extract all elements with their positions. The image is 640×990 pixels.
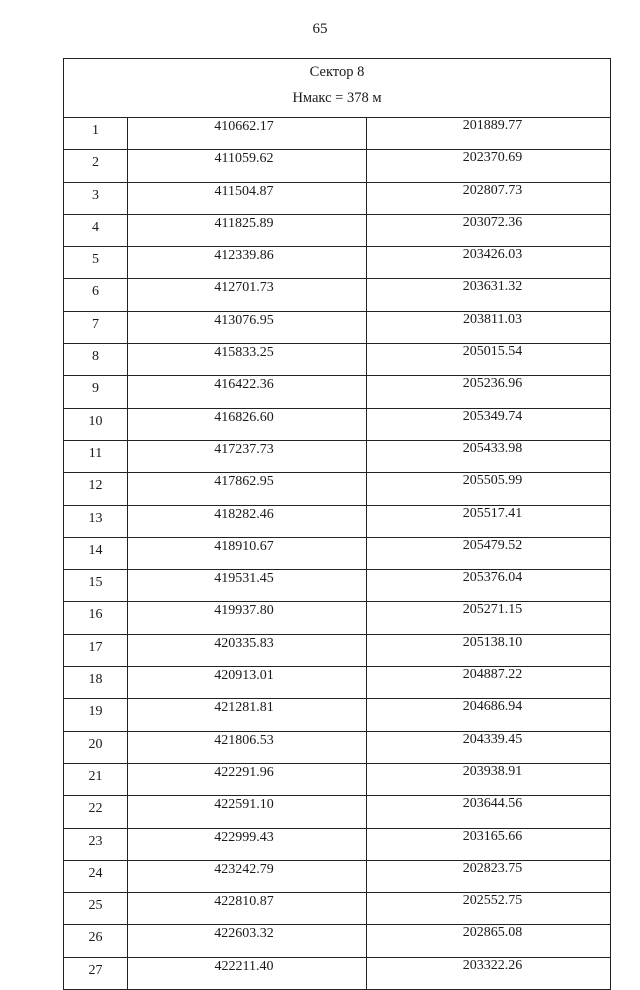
x-coordinate-cell: 419937.80 bbox=[128, 602, 367, 634]
x-coordinate-cell: 422291.96 bbox=[128, 763, 367, 795]
point-number-cell: 10 bbox=[64, 408, 128, 440]
max-height-label: Hмакс = 378 м bbox=[292, 90, 382, 106]
table-row bbox=[64, 344, 610, 376]
point-number-cell: 21 bbox=[64, 763, 128, 795]
y-coordinate-cell: 203938.91 bbox=[367, 763, 611, 795]
point-number-cell: 23 bbox=[64, 828, 128, 860]
table-row bbox=[64, 860, 610, 892]
point-number-cell: 8 bbox=[64, 344, 128, 376]
point-number-cell: 9 bbox=[64, 376, 128, 408]
y-coordinate-cell: 202865.08 bbox=[367, 925, 611, 957]
table-row bbox=[64, 699, 610, 731]
x-coordinate-cell: 421281.81 bbox=[128, 699, 367, 731]
y-coordinate-cell: 205376.04 bbox=[367, 570, 611, 602]
table-row bbox=[64, 925, 610, 957]
y-coordinate-cell: 205505.99 bbox=[367, 473, 611, 505]
table-row bbox=[64, 828, 610, 860]
table-row bbox=[64, 182, 610, 214]
coordinates-table bbox=[63, 58, 611, 990]
x-coordinate-cell: 416826.60 bbox=[128, 408, 367, 440]
table-row bbox=[64, 667, 610, 699]
point-number-cell: 14 bbox=[64, 537, 128, 569]
y-coordinate-cell: 203165.66 bbox=[367, 828, 611, 860]
y-coordinate-cell: 204686.94 bbox=[367, 699, 611, 731]
x-coordinate-cell: 420913.01 bbox=[128, 667, 367, 699]
table-row bbox=[64, 763, 610, 795]
table-row bbox=[64, 731, 610, 763]
x-coordinate-cell: 419531.45 bbox=[128, 570, 367, 602]
point-number-cell: 26 bbox=[64, 925, 128, 957]
point-number-cell: 15 bbox=[64, 570, 128, 602]
point-number-cell: 17 bbox=[64, 634, 128, 666]
table-row bbox=[64, 505, 610, 537]
x-coordinate-cell: 422603.32 bbox=[128, 925, 367, 957]
x-coordinate-cell: 422810.87 bbox=[128, 893, 367, 925]
x-coordinate-cell: 418910.67 bbox=[128, 537, 367, 569]
x-coordinate-cell: 416422.36 bbox=[128, 376, 367, 408]
y-coordinate-cell: 205349.74 bbox=[367, 408, 611, 440]
y-coordinate-cell: 205271.15 bbox=[367, 602, 611, 634]
table-row bbox=[64, 311, 610, 343]
y-coordinate-cell: 202807.73 bbox=[367, 182, 611, 214]
sector-title: Сектор 8 bbox=[309, 64, 365, 80]
table-row bbox=[64, 150, 610, 182]
point-number-cell: 24 bbox=[64, 860, 128, 892]
x-coordinate-cell: 411825.89 bbox=[128, 214, 367, 246]
y-coordinate-cell: 203811.03 bbox=[367, 311, 611, 343]
table-row bbox=[64, 440, 610, 472]
y-coordinate-cell: 203426.03 bbox=[367, 247, 611, 279]
page-number: 65 bbox=[312, 21, 328, 37]
x-coordinate-cell: 418282.46 bbox=[128, 505, 367, 537]
y-coordinate-cell: 205517.41 bbox=[367, 505, 611, 537]
x-coordinate-cell: 417862.95 bbox=[128, 473, 367, 505]
y-coordinate-cell: 205433.98 bbox=[367, 440, 611, 472]
point-number-cell: 3 bbox=[64, 182, 128, 214]
x-coordinate-cell: 417237.73 bbox=[128, 440, 367, 472]
y-coordinate-cell: 203072.36 bbox=[367, 214, 611, 246]
y-coordinate-cell: 203322.26 bbox=[367, 957, 611, 989]
y-coordinate-cell: 202370.69 bbox=[367, 150, 611, 182]
y-coordinate-cell: 205138.10 bbox=[367, 634, 611, 666]
x-coordinate-cell: 421806.53 bbox=[128, 731, 367, 763]
x-coordinate-cell: 420335.83 bbox=[128, 634, 367, 666]
table-row bbox=[64, 473, 610, 505]
y-coordinate-cell: 203631.32 bbox=[367, 279, 611, 311]
x-coordinate-cell: 422591.10 bbox=[128, 796, 367, 828]
point-number-cell: 5 bbox=[64, 247, 128, 279]
x-coordinate-cell: 411059.62 bbox=[128, 150, 367, 182]
y-coordinate-cell: 201889.77 bbox=[367, 118, 611, 150]
x-coordinate-cell: 411504.87 bbox=[128, 182, 367, 214]
point-number-cell: 19 bbox=[64, 699, 128, 731]
table-row bbox=[64, 634, 610, 666]
table-header bbox=[64, 59, 610, 118]
point-number-cell: 6 bbox=[64, 279, 128, 311]
point-number-cell: 25 bbox=[64, 893, 128, 925]
point-number-cell: 12 bbox=[64, 473, 128, 505]
y-coordinate-cell: 205236.96 bbox=[367, 376, 611, 408]
point-number-cell: 7 bbox=[64, 311, 128, 343]
x-coordinate-cell: 413076.95 bbox=[128, 311, 367, 343]
table-row bbox=[64, 602, 610, 634]
point-number-cell: 2 bbox=[64, 150, 128, 182]
point-number-cell: 22 bbox=[64, 796, 128, 828]
y-coordinate-cell: 203644.56 bbox=[367, 796, 611, 828]
x-coordinate-cell: 422211.40 bbox=[128, 957, 367, 989]
x-coordinate-cell: 412339.86 bbox=[128, 247, 367, 279]
point-number-cell: 1 bbox=[64, 118, 128, 150]
table-row bbox=[64, 118, 610, 150]
table-row bbox=[64, 570, 610, 602]
y-coordinate-cell: 204887.22 bbox=[367, 667, 611, 699]
x-coordinate-cell: 410662.17 bbox=[128, 118, 367, 150]
point-number-cell: 18 bbox=[64, 667, 128, 699]
point-number-cell: 27 bbox=[64, 957, 128, 989]
y-coordinate-cell: 205479.52 bbox=[367, 537, 611, 569]
point-number-cell: 16 bbox=[64, 602, 128, 634]
x-coordinate-cell: 415833.25 bbox=[128, 344, 367, 376]
y-coordinate-cell: 202823.75 bbox=[367, 860, 611, 892]
table-row bbox=[64, 957, 610, 989]
x-coordinate-cell: 412701.73 bbox=[128, 279, 367, 311]
table-row bbox=[64, 796, 610, 828]
x-coordinate-cell: 423242.79 bbox=[128, 860, 367, 892]
y-coordinate-cell: 205015.54 bbox=[367, 344, 611, 376]
x-coordinate-cell: 422999.43 bbox=[128, 828, 367, 860]
table-row bbox=[64, 893, 610, 925]
table-row bbox=[64, 214, 610, 246]
table-row bbox=[64, 376, 610, 408]
point-number-cell: 20 bbox=[64, 731, 128, 763]
table-row bbox=[64, 537, 610, 569]
point-number-cell: 4 bbox=[64, 214, 128, 246]
point-number-cell: 11 bbox=[64, 440, 128, 472]
table-row bbox=[64, 279, 610, 311]
table-row bbox=[64, 408, 610, 440]
table-row bbox=[64, 247, 610, 279]
coordinates-grid bbox=[64, 118, 610, 990]
y-coordinate-cell: 204339.45 bbox=[367, 731, 611, 763]
y-coordinate-cell: 202552.75 bbox=[367, 893, 611, 925]
point-number-cell: 13 bbox=[64, 505, 128, 537]
